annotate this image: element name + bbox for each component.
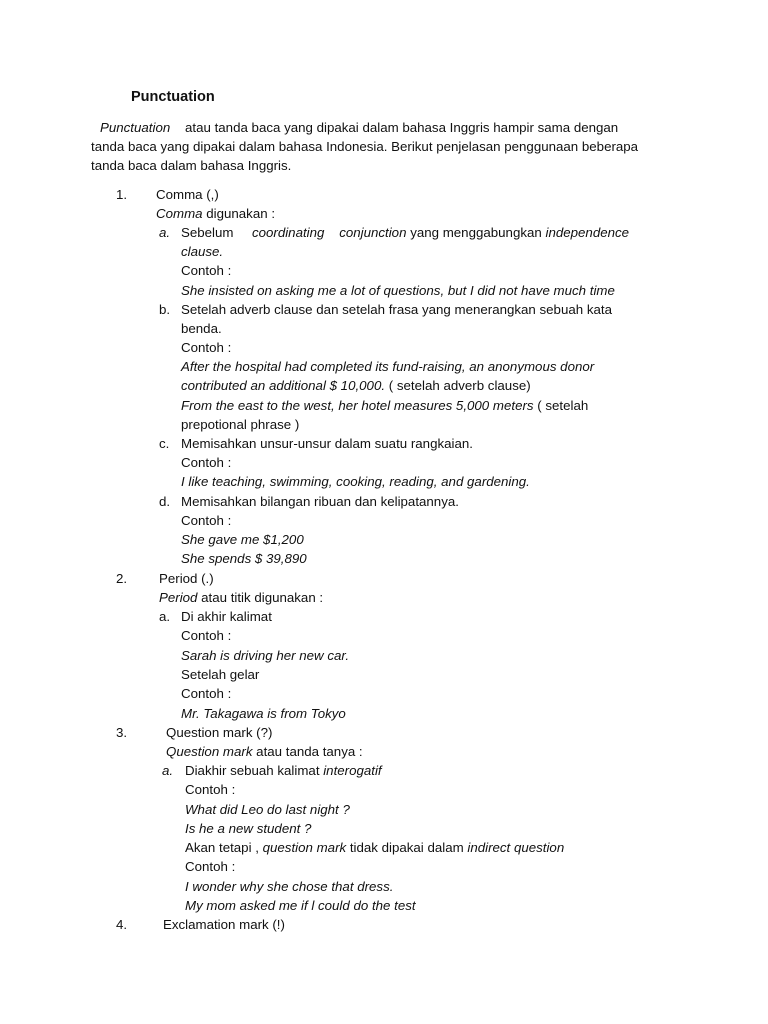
page-title: Punctuation (131, 89, 215, 105)
item-1d-example-1: She gave me $1,200 (181, 532, 304, 547)
intro-line-1 (100, 118, 618, 137)
intro-line-3: tanda baca dalam bahasa Inggris. (91, 158, 292, 173)
item-1a-line-1 (181, 223, 629, 242)
item-1b-line-1: Setelah adverb clause dan setelah frasa yang menerangkan sebuah kata (181, 302, 612, 317)
item-1a-coordinating: coordinating (251, 225, 325, 240)
section-3-usage (166, 742, 363, 761)
section-2-usage (159, 588, 323, 607)
item-1b-example-2-note: ( setelah adverb clause) (388, 378, 531, 393)
item-1c-text: Memisahkan unsur-unsur dalam suatu rangkaian. (181, 436, 473, 451)
item-2a-contoh-1: Contoh : (181, 628, 232, 643)
item-2a-contoh-2: Contoh : (181, 686, 232, 701)
item-2a-text: Di akhir kalimat (181, 609, 272, 624)
item-1b-example-2-text: contributed an additional $ 10,000. (181, 378, 386, 393)
item-1b-example-1: After the hospital had completed its fund-raising, an anonymous donor (181, 359, 595, 374)
section-1-number: 1. (116, 187, 128, 202)
item-1a-mid: yang menggabungkan (410, 225, 542, 240)
item-3a-example-4: My mom asked me if l could do the test (185, 898, 416, 913)
item-1a-conjunction: conjunction (339, 225, 407, 240)
item-3a-contoh-2: Contoh : (185, 859, 236, 874)
item-3a-text (185, 761, 382, 780)
item-1d-letter: d. (159, 494, 171, 509)
item-2a-letter: a. (159, 609, 171, 624)
section-1-usage (156, 204, 275, 223)
item-1a-line-2: clause. (181, 244, 224, 259)
item-3a-contoh-1: Contoh : (185, 782, 236, 797)
item-1a-letter: a. (159, 225, 171, 240)
item-3a-text-main: Diakhir sebuah kalimat (185, 763, 320, 778)
section-1-usage-rest: digunakan : (206, 206, 276, 221)
section-3-usage-term: Question mark (166, 744, 253, 759)
item-1d-example-2: She spends $ 39,890 (181, 551, 307, 566)
item-1d-contoh: Contoh : (181, 513, 232, 528)
item-1a-sebelum: Sebelum (181, 225, 234, 240)
section-4-heading: Exclamation mark (!) (163, 917, 285, 932)
item-1b-example-3-note: ( setelah (537, 398, 589, 413)
item-2a-text-2: Setelah gelar (181, 667, 260, 682)
item-3a-note (185, 838, 564, 857)
item-1a-example: She insisted on asking me a lot of questions, but I did not have much time (181, 283, 615, 298)
section-1-heading: Comma (,) (156, 187, 219, 202)
item-1b-line-2: benda. (181, 321, 222, 336)
item-2a-example-1: Sarah is driving her new car. (181, 648, 350, 663)
section-3-number: 3. (116, 725, 128, 740)
item-1b-example-3 (181, 396, 588, 415)
item-3a-example-3: I wonder why she chose that dress. (185, 879, 394, 894)
item-1b-example-3-text: From the east to the west, her hotel measures 5,000 meters (181, 398, 534, 413)
item-1c-letter: c. (159, 436, 170, 451)
item-1a-independence: independence (545, 225, 630, 240)
item-1b-contoh: Contoh : (181, 340, 232, 355)
section-3-usage-rest: atau tanda tanya : (256, 744, 363, 759)
item-3a-note-pre: Akan tetapi , (185, 840, 259, 855)
section-4-number: 4. (116, 917, 128, 932)
item-3a-text-italic: interogatif (323, 763, 382, 778)
intro-line-1-rest: atau tanda baca yang dipakai dalam bahasa Inggris hampir sama dengan (185, 120, 619, 135)
item-3a-example-2: Is he a new student ? (185, 821, 312, 836)
section-3-heading: Question mark (?) (166, 725, 273, 740)
section-1-usage-term: Comma (156, 206, 203, 221)
item-1c-contoh: Contoh : (181, 455, 232, 470)
intro-term: Punctuation (100, 120, 171, 135)
item-2a-example-2: Mr. Takagawa is from Tokyo (181, 706, 346, 721)
intro-line-2: tanda baca yang dipakai dalam bahasa Indonesia. Berikut penjelasan penggunaan beberapa (91, 139, 639, 154)
section-2-usage-rest: atau titik digunakan : (201, 590, 324, 605)
item-1b-example-2 (181, 376, 531, 395)
item-3a-note-term: question mark (262, 840, 347, 855)
section-2-heading: Period (.) (159, 571, 214, 586)
item-1b-letter: b. (159, 302, 171, 317)
item-1c-example: I like teaching, swimming, cooking, reading, and gardening. (181, 474, 530, 489)
item-1d-text: Memisahkan bilangan ribuan dan kelipatannya. (181, 494, 459, 509)
section-2-usage-term: Period (159, 590, 198, 605)
item-3a-letter: a. (162, 763, 174, 778)
item-3a-note-term-2: indirect question (467, 840, 565, 855)
item-1a-contoh: Contoh : (181, 263, 232, 278)
item-3a-note-mid: tidak dipakai dalam (349, 840, 464, 855)
section-2-number: 2. (116, 571, 128, 586)
item-3a-example-1: What did Leo do last night ? (185, 802, 350, 817)
item-1b-example-4: prepotional phrase ) (181, 417, 300, 432)
